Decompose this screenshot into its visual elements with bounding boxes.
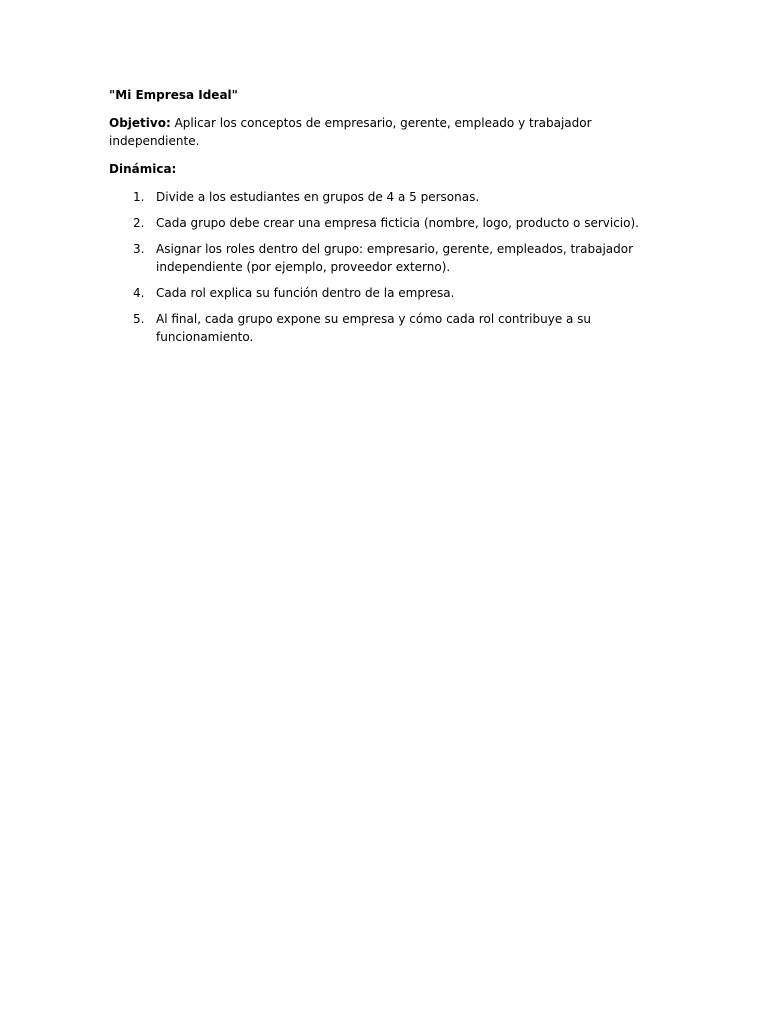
- objective-paragraph: [109, 114, 669, 150]
- objective-label: Objetivo:: [109, 116, 171, 130]
- list-item: [109, 284, 669, 302]
- list-item-text: Cada grupo debe crear una empresa ficticia (nombre, logo, producto o servicio).: [156, 216, 639, 230]
- list-item-text: Al final, cada grupo expone su empresa y cómo cada rol contribuye a su funcionamiento.: [156, 312, 592, 344]
- list-item-text: Cada rol explica su función dentro de la empresa.: [156, 286, 455, 300]
- list-item-number: 1.: [133, 190, 145, 204]
- list-item: [109, 240, 669, 276]
- list-item: [109, 214, 669, 232]
- list-item-text: Asignar los roles dentro del grupo: empresario, gerente, empleados, trabajador independiente (por ejemplo, proveedor externo).: [156, 242, 634, 274]
- document-title: "Mi Empresa Ideal": [109, 88, 238, 102]
- dynamics-steps-list: [109, 188, 669, 346]
- list-item: [109, 310, 669, 346]
- list-item-number: 5.: [133, 312, 145, 326]
- objective-text: Aplicar los conceptos de empresario, gerente, empleado y trabajador independiente.: [109, 116, 592, 148]
- dynamics-label: Dinámica:: [109, 162, 177, 176]
- list-item-number: 4.: [133, 286, 145, 300]
- document-page: [109, 86, 669, 354]
- list-item: [109, 188, 669, 206]
- list-item-number: 2.: [133, 216, 145, 230]
- list-item-text: Divide a los estudiantes en grupos de 4 a 5 personas.: [156, 190, 480, 204]
- list-item-number: 3.: [133, 242, 145, 256]
